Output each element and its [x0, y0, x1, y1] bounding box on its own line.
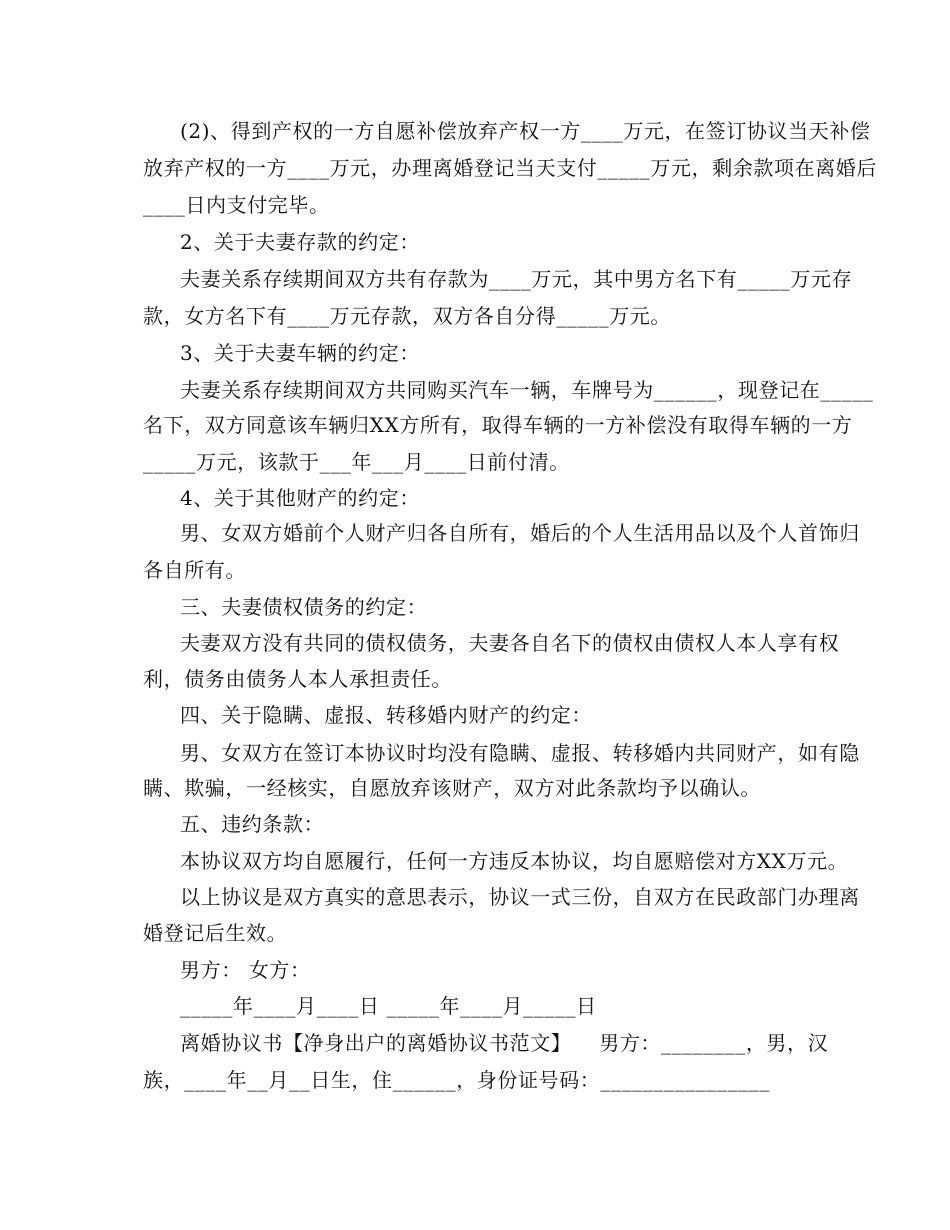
text-line: 夫妻关系存续期间双方共同购买汽车一辆，车牌号为______，现登记在_____ — [180, 378, 874, 402]
text-line: _____万元，该款于___年___月____日前付清。 — [143, 450, 570, 474]
section-heading: 四、关于隐瞒、虚报、转移婚内财产的约定： — [180, 703, 592, 727]
signature-labels: 男方： 女方： — [180, 958, 311, 982]
section-heading: 2、关于夫妻存款的约定： — [180, 230, 420, 254]
text-line: 放弃产权的一方____万元，办理离婚登记当天支付_____万元，剩余款项在离婚后 — [143, 156, 877, 180]
text-line: 男、女双方在签订本协议时均没有隐瞒、虚报、转移婚内共同财产，如有隐 — [180, 741, 860, 765]
text-line: 男、女双方婚前个人财产归各自所有，婚后的个人生活用品以及个人首饰归 — [180, 521, 860, 545]
text-line: 夫妻关系存续期间双方共有存款为____万元，其中男方名下有_____万元存 — [180, 267, 853, 291]
text-line: 族，____年__月__日生，住______，身份证号码：________________ — [143, 1068, 770, 1092]
text-line: 款，女方名下有____万元存款，双方各自分得_____万元。 — [143, 304, 671, 328]
text-line: (2)、得到产权的一方自愿补偿放弃产权一方____万元，在签订协议当天补偿 — [180, 119, 871, 143]
section-heading: 三、夫妻债权债务的约定： — [180, 595, 428, 619]
text-line: 利，债务由债务人本人承担责任。 — [143, 667, 452, 691]
text-line: 瞒、欺骗，一经核实，自愿放弃该财产，双方对此条款均予以确认。 — [143, 776, 761, 800]
section-heading: 4、关于其他财产的约定： — [180, 486, 420, 510]
text-line: 离婚协议书【净身出户的离婚协议书范文】 男方：________，男，汉 — [180, 1031, 829, 1055]
text-line: 婚登记后生效。 — [143, 921, 288, 945]
text-line: 以上协议是双方真实的意思表示，协议一式三份，自双方在民政部门办理离 — [180, 885, 860, 909]
text-line: 各自所有。 — [143, 558, 246, 582]
signature-dates: _____年____月____日 _____年____月_____日 — [180, 994, 597, 1018]
text-line: 本协议双方均自愿履行，任何一方违反本协议，均自愿赔偿对方XX万元。 — [180, 849, 849, 873]
text-line: 名下，双方同意该车辆归XX方所有，取得车辆的一方补偿没有取得车辆的一方 — [143, 413, 853, 437]
text-line: ____日内支付完毕。 — [143, 193, 330, 217]
section-heading: 五、违约条款： — [180, 812, 325, 836]
text-line: 夫妻双方没有共同的债权债务，夫妻各自名下的债权由债权人本人享有权 — [180, 631, 840, 655]
section-heading: 3、关于夫妻车辆的约定： — [180, 341, 420, 365]
